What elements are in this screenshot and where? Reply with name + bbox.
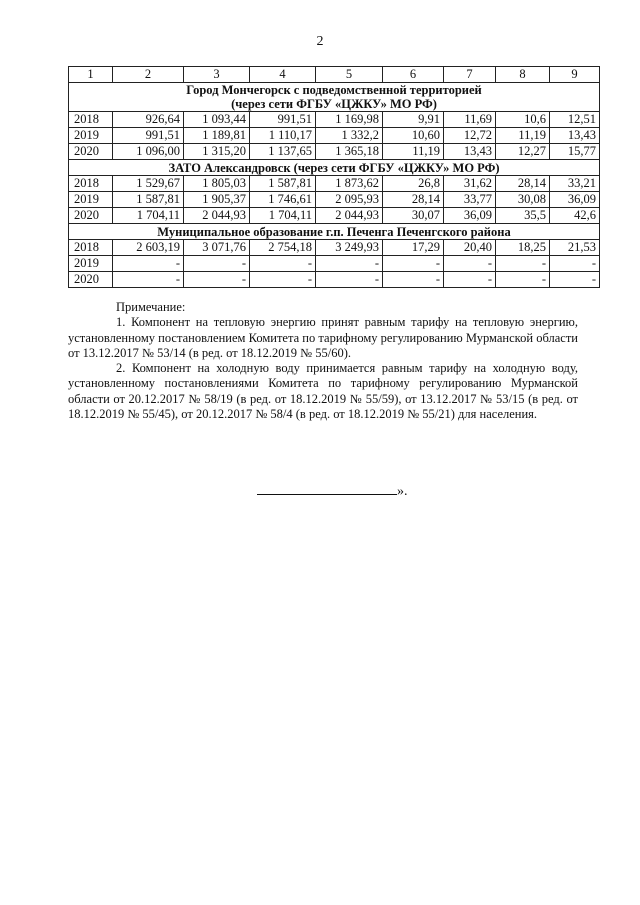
value-cell: 1 365,18 — [316, 144, 383, 160]
tariff-table-body — [69, 67, 600, 288]
value-cell: 33,21 — [550, 176, 600, 192]
table-row — [69, 128, 600, 144]
year-cell: 2018 — [69, 240, 113, 256]
value-cell: 2 044,93 — [184, 208, 250, 224]
value-cell: 1 704,11 — [113, 208, 184, 224]
value-cell: 33,77 — [444, 192, 496, 208]
page-number: 2 — [316, 34, 324, 49]
value-cell: 13,43 — [444, 144, 496, 160]
signature-blank — [257, 482, 397, 495]
value-cell: 3 071,76 — [184, 240, 250, 256]
value-cell: 12,51 — [550, 112, 600, 128]
section-title-row — [69, 83, 600, 112]
table-row — [69, 208, 600, 224]
notes-block — [68, 300, 578, 422]
year-cell: 2018 — [69, 112, 113, 128]
value-cell: - — [444, 272, 496, 288]
value-cell: 1 189,81 — [184, 128, 250, 144]
value-cell: 12,27 — [496, 144, 550, 160]
note-item-1: 1. Компонент на тепловую энергию принят равным тарифу на тепловую энергию, установленному постановлением Комитета по тарифному регулированию Мурманской области от 13.12.2017 № 53/14 (в ред. от 18.12.2019 № 55/60). — [68, 315, 578, 360]
value-cell: 1 093,44 — [184, 112, 250, 128]
header-cell: 8 — [496, 67, 550, 83]
closing-line — [257, 482, 408, 500]
value-cell: 18,25 — [496, 240, 550, 256]
value-cell: 1 315,20 — [184, 144, 250, 160]
year-cell: 2019 — [69, 192, 113, 208]
header-cell: 7 — [444, 67, 496, 83]
value-cell: 2 044,93 — [316, 208, 383, 224]
closing-quote: ». — [397, 484, 408, 499]
note-item-2: 2. Компонент на холодную воду принимается равным тарифу на холодную воду, установленному постановлениями Комитета по тарифному регулированию Мурманской области от 20.12.2017 № 58/19 (в ред. от 18.12.2019 № 55/59), от 13.12.2017 № 53/15 (в ред. от 18.12.2019 № 55/45), от 20.12.2017 № 58/4 (в ред. от 18.12.2019 № 55/21) для населения. — [68, 361, 578, 422]
section-title — [69, 83, 600, 112]
value-cell: 1 587,81 — [113, 192, 184, 208]
value-cell: - — [184, 272, 250, 288]
value-cell: 36,09 — [444, 208, 496, 224]
section-title-line: Город Мончегорск с подведомственной территорией — [186, 83, 482, 97]
value-cell: 1 905,37 — [184, 192, 250, 208]
section-title-row — [69, 160, 600, 176]
value-cell: - — [250, 272, 316, 288]
value-cell: 10,60 — [383, 128, 444, 144]
value-cell: 35,5 — [496, 208, 550, 224]
value-cell: 1 096,00 — [113, 144, 184, 160]
value-cell: - — [550, 272, 600, 288]
value-cell: - — [444, 256, 496, 272]
value-cell: - — [184, 256, 250, 272]
value-cell: 30,07 — [383, 208, 444, 224]
header-cell: 9 — [550, 67, 600, 83]
value-cell: 3 249,93 — [316, 240, 383, 256]
section-title-line: ЗАТО Александровск (через сети ФГБУ «ЦЖКУ» МО РФ) — [168, 160, 500, 175]
header-cell: 4 — [250, 67, 316, 83]
value-cell: 36,09 — [550, 192, 600, 208]
value-cell: 2 754,18 — [250, 240, 316, 256]
value-cell: 12,72 — [444, 128, 496, 144]
value-cell: 1 529,67 — [113, 176, 184, 192]
header-cell: 5 — [316, 67, 383, 83]
tariff-table — [68, 66, 600, 288]
value-cell: - — [383, 272, 444, 288]
value-cell: 11,19 — [496, 128, 550, 144]
value-cell: 10,6 — [496, 112, 550, 128]
value-cell: 15,77 — [550, 144, 600, 160]
value-cell: 1 332,2 — [316, 128, 383, 144]
header-cell: 1 — [69, 67, 113, 83]
value-cell: 1 805,03 — [184, 176, 250, 192]
table-row — [69, 272, 600, 288]
year-cell: 2020 — [69, 272, 113, 288]
header-cell: 2 — [113, 67, 184, 83]
table-header-row — [69, 67, 600, 83]
value-cell: 1 137,65 — [250, 144, 316, 160]
value-cell: 17,29 — [383, 240, 444, 256]
year-cell: 2018 — [69, 176, 113, 192]
value-cell: 11,19 — [383, 144, 444, 160]
year-cell: 2020 — [69, 144, 113, 160]
year-cell: 2020 — [69, 208, 113, 224]
value-cell: 30,08 — [496, 192, 550, 208]
section-title-line: Муниципальное образование г.п. Печенга Печенгского района — [157, 224, 511, 239]
value-cell: - — [113, 256, 184, 272]
table-row — [69, 112, 600, 128]
notes-title: Примечание: — [116, 300, 186, 314]
value-cell: 926,64 — [113, 112, 184, 128]
value-cell: 21,53 — [550, 240, 600, 256]
value-cell: 1 587,81 — [250, 176, 316, 192]
value-cell: 2 603,19 — [113, 240, 184, 256]
value-cell: 9,91 — [383, 112, 444, 128]
value-cell: 1 169,98 — [316, 112, 383, 128]
value-cell: - — [250, 256, 316, 272]
value-cell: 42,6 — [550, 208, 600, 224]
header-cell: 6 — [383, 67, 444, 83]
value-cell: 20,40 — [444, 240, 496, 256]
value-cell: 28,14 — [383, 192, 444, 208]
value-cell: 2 095,93 — [316, 192, 383, 208]
value-cell: 1 110,17 — [250, 128, 316, 144]
table-row — [69, 256, 600, 272]
section-title — [69, 160, 600, 176]
value-cell: 11,69 — [444, 112, 496, 128]
table-row — [69, 176, 600, 192]
section-title-row — [69, 224, 600, 240]
table-row — [69, 192, 600, 208]
table-row — [69, 240, 600, 256]
value-cell: - — [383, 256, 444, 272]
year-cell: 2019 — [69, 128, 113, 144]
year-cell: 2019 — [69, 256, 113, 272]
value-cell: 26,8 — [383, 176, 444, 192]
value-cell: 28,14 — [496, 176, 550, 192]
value-cell: 991,51 — [113, 128, 184, 144]
value-cell: 1 873,62 — [316, 176, 383, 192]
table-row — [69, 144, 600, 160]
value-cell: 31,62 — [444, 176, 496, 192]
value-cell: - — [113, 272, 184, 288]
section-title-line: (через сети ФГБУ «ЦЖКУ» МО РФ) — [231, 97, 437, 111]
value-cell: - — [496, 272, 550, 288]
value-cell: 13,43 — [550, 128, 600, 144]
section-title — [69, 224, 600, 240]
value-cell: - — [550, 256, 600, 272]
value-cell: - — [316, 272, 383, 288]
value-cell: 1 704,11 — [250, 208, 316, 224]
value-cell: - — [316, 256, 383, 272]
value-cell: 1 746,61 — [250, 192, 316, 208]
value-cell: - — [496, 256, 550, 272]
value-cell: 991,51 — [250, 112, 316, 128]
header-cell: 3 — [184, 67, 250, 83]
